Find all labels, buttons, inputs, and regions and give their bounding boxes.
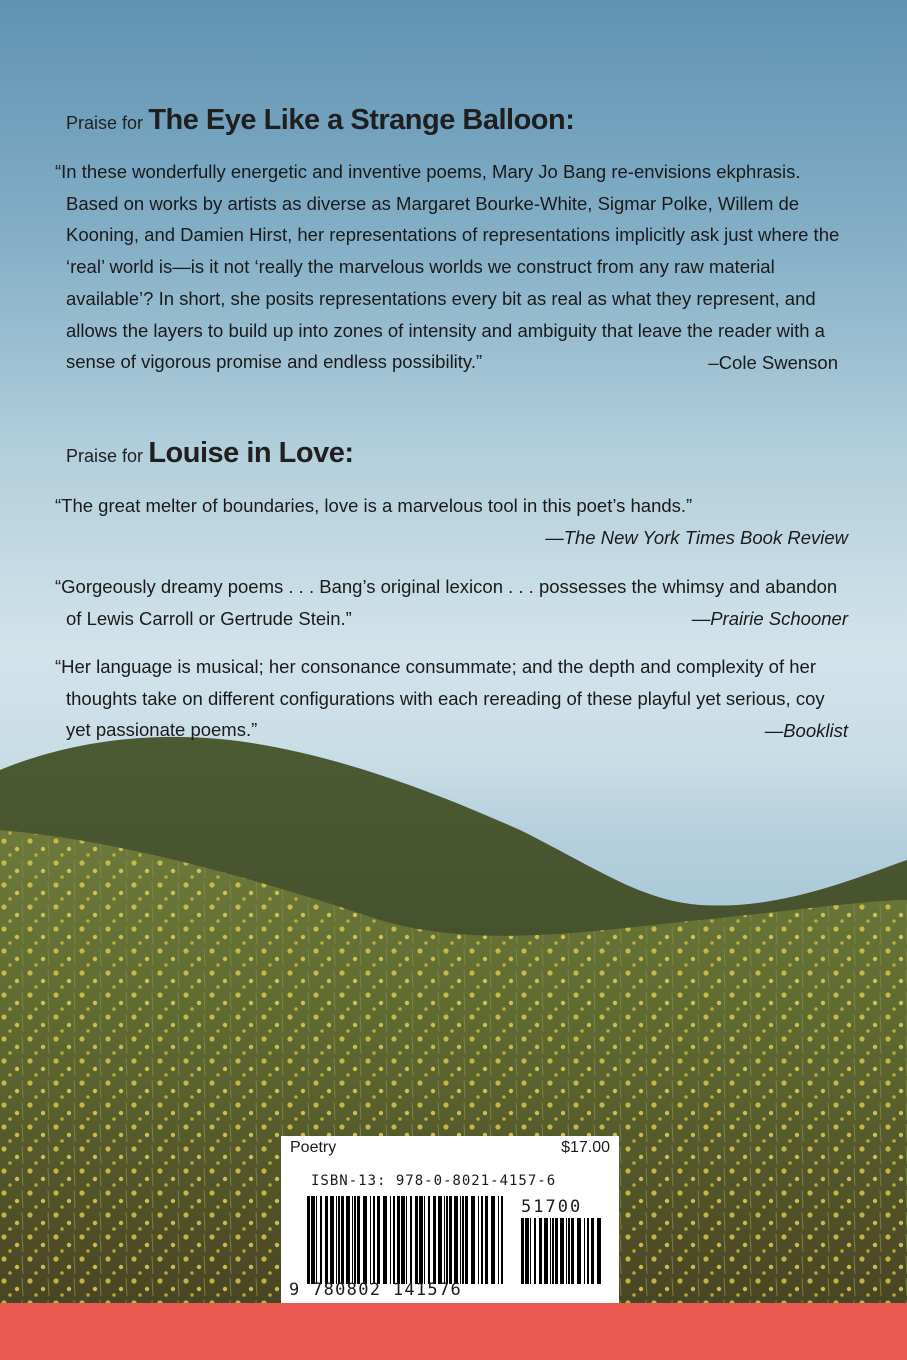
barcode-bar — [363, 1196, 367, 1284]
barcode-bar — [491, 1196, 495, 1284]
quote-text: “In these wonderfully energetic and inventive poems, Mary Jo Bang re-envisions ekphrasis. Based on works by artists as diverse as Margaret Bourke-White, Sigmar Polke, Willem de Kooning, and Damien Hirst, her representations of representations implicitly ask just where the ‘real’ world is—is it not ‘really the marvelous worlds we construct from any raw material available’? In short, she posits representations every bit as real as what they represent, and allows the layers to build up into zones of intensity and ambiguity that leave the reader with a sense of vigorous promise and endless possibility.” — [55, 161, 840, 373]
barcode-bar — [481, 1196, 483, 1284]
barcode-bar — [560, 1218, 564, 1284]
barcode-bar — [446, 1196, 448, 1284]
book-title: The Eye Like a Strange Balloon: — [148, 104, 575, 136]
barcode-bar — [341, 1196, 344, 1284]
barcode-bar — [383, 1196, 387, 1284]
book-title: Louise in Love: — [148, 437, 354, 469]
barcode-panel — [281, 1136, 619, 1303]
bottom-color-band — [0, 1303, 907, 1360]
barcode-bar — [597, 1218, 601, 1284]
price-label: $17.00 — [561, 1139, 610, 1156]
barcode-bar — [460, 1196, 461, 1284]
barcode-bar — [352, 1196, 353, 1284]
barcode-bar — [539, 1218, 542, 1284]
barcode-bar — [449, 1196, 452, 1284]
barcode-bar — [419, 1196, 423, 1284]
barcode-bar — [530, 1218, 531, 1284]
barcode-bar — [393, 1196, 395, 1284]
barcode-bar — [544, 1218, 548, 1284]
attribution-dash: — — [691, 608, 711, 630]
genre-label: Poetry — [290, 1139, 337, 1156]
barcode-bar — [498, 1196, 499, 1284]
attribution-dash: — — [764, 720, 784, 742]
addon-digits: 51700 — [521, 1197, 583, 1217]
barcode-bar — [338, 1196, 340, 1284]
barcode-bar — [444, 1196, 445, 1284]
barcode-bar — [346, 1196, 350, 1284]
barcode-bar — [390, 1196, 391, 1284]
barcode-bar — [587, 1218, 589, 1284]
barcode-bar — [354, 1196, 356, 1284]
barcode-bar — [550, 1218, 551, 1284]
barcode-bar — [485, 1196, 488, 1284]
quote-text: “Gorgeously dreamy poems . . . Bang’s original lexicon . . . possesses the whimsy and abandon of Lewis Carroll or Gertrude Stein.” — [55, 576, 838, 629]
attribution-dash: — — [545, 526, 564, 548]
barcode-bar — [568, 1218, 570, 1284]
quote-attribution — [55, 522, 848, 554]
barcode-bar — [373, 1196, 375, 1284]
barcode-bar — [401, 1196, 405, 1284]
praise-label: Praise for — [66, 446, 144, 466]
barcode-bar — [311, 1196, 315, 1284]
barcode-digits: 9 780802 141576 — [289, 1280, 463, 1300]
barcode-bar — [438, 1196, 442, 1284]
praise-label: Praise for — [66, 113, 144, 133]
quote-text: “The great melter of boundaries, love is a marvelous tool in this poet’s hands.” — [55, 495, 693, 516]
attribution-source: Prairie Schooner — [710, 608, 848, 630]
barcode-bar — [454, 1196, 458, 1284]
barcode-icon — [281, 1136, 619, 1303]
barcode-bar — [330, 1196, 334, 1284]
barcode-bar — [555, 1218, 558, 1284]
quote-block — [55, 651, 848, 747]
barcode-bar — [424, 1196, 425, 1284]
barcode-bar — [591, 1218, 594, 1284]
attribution-source: The New York Times Book Review — [563, 526, 848, 548]
barcode-bar — [320, 1196, 322, 1284]
barcode-bar — [397, 1196, 400, 1284]
barcode-bar — [410, 1196, 412, 1284]
barcode-bar — [525, 1218, 529, 1284]
barcode-bar — [406, 1196, 407, 1284]
barcode-bar — [462, 1196, 464, 1284]
barcode-bar — [584, 1218, 585, 1284]
quote-block — [55, 156, 848, 379]
barcode-bar — [428, 1196, 430, 1284]
quote-block — [55, 490, 848, 553]
quote-text: “Her language is musical; her consonance consummate; and the depth and complexity of her thoughts take on different configurations with each rereading of these playful yet serious, coy yet passionate poems.” — [55, 656, 825, 741]
barcode-bar — [521, 1218, 524, 1284]
barcode-bar — [577, 1218, 581, 1284]
barcode-bar — [534, 1218, 536, 1284]
barcode-bar — [336, 1196, 337, 1284]
barcode-bar — [415, 1196, 418, 1284]
attribution-source: Booklist — [783, 720, 848, 742]
quote-attribution: –Cole Swenson — [708, 351, 838, 373]
barcode-bar — [471, 1196, 475, 1284]
barcode-bar — [316, 1196, 317, 1284]
barcode-bar — [325, 1196, 328, 1284]
barcode-bar — [552, 1218, 554, 1284]
quote-block — [55, 571, 848, 635]
praise-heading-2 — [66, 437, 354, 470]
barcode-bar — [571, 1218, 574, 1284]
barcode-bar — [478, 1196, 479, 1284]
barcode-bar — [357, 1196, 360, 1284]
barcode-bar — [501, 1196, 503, 1284]
barcode-bar — [307, 1196, 310, 1284]
praise-heading-1 — [66, 104, 574, 137]
barcode-bar — [566, 1218, 567, 1284]
barcode-bar — [433, 1196, 436, 1284]
isbn-label: ISBN-13: 978-0-8021-4157-6 — [311, 1173, 557, 1189]
barcode-bar — [465, 1196, 468, 1284]
barcode-bar — [377, 1196, 380, 1284]
barcode-bar — [370, 1196, 371, 1284]
